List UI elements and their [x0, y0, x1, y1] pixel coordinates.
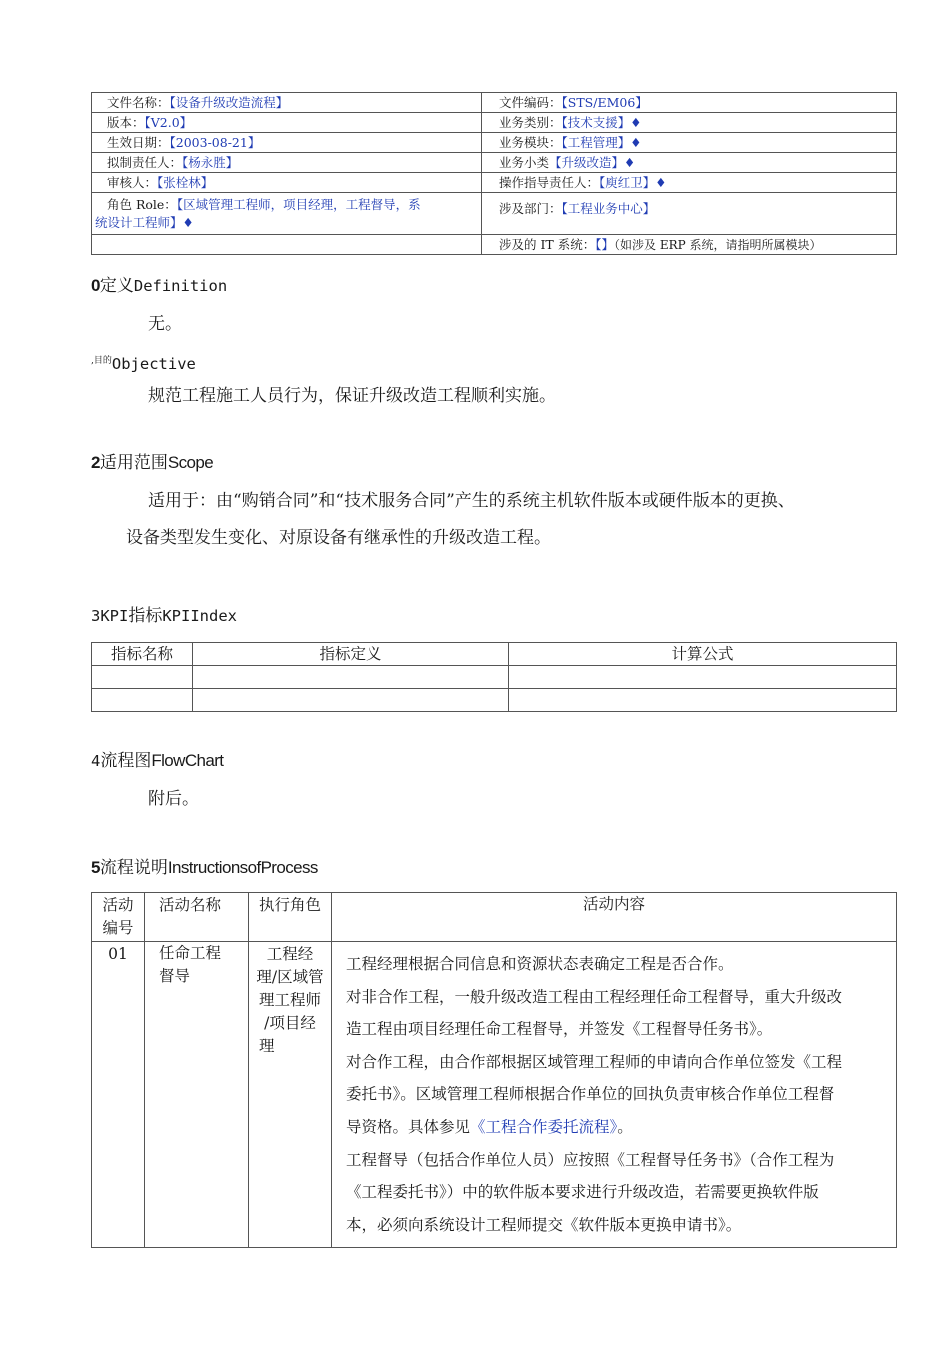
- business-category-label: 业务类别：: [499, 115, 562, 130]
- version-value: 【V2.0】: [144, 115, 193, 130]
- activity-role: 工程经 理/区域管 理工程师 /项目经 理: [249, 942, 332, 1248]
- section-1-body: 规范工程施工人员行为，保证升级改造工程顺利实施。: [148, 386, 556, 406]
- author-label: 拟制责任人：: [107, 155, 183, 170]
- info-row: [92, 113, 897, 133]
- business-subclass-label: 业务小类: [499, 155, 550, 170]
- info-row: [92, 235, 897, 255]
- kpi-header-formula: 计算公式: [509, 643, 897, 666]
- kpi-header-definition: 指标定义: [193, 643, 509, 666]
- operation-guide-owner-label: 操作指导责任人：: [499, 175, 600, 190]
- kpi-row: [92, 666, 897, 689]
- section-2-body-line2: 设备类型发生变化、对原设备有继承性的升级改造工程。: [126, 528, 551, 548]
- process-header-name: 活动名称: [145, 893, 249, 942]
- info-row: [92, 153, 897, 173]
- file-name-label: 文件名称：: [107, 95, 170, 110]
- section-0-heading: 0定义Definition: [91, 276, 228, 296]
- document-info-table: [91, 92, 897, 255]
- business-category-value: 【技术支援】♦: [561, 115, 642, 130]
- info-row: [92, 133, 897, 153]
- it-system-note: （如涉及 ERP 系统，请指明所属模块）: [614, 238, 822, 252]
- reviewer-label: 审核人：: [107, 175, 158, 190]
- section-2-body-line1: 适用于：由“购销合同”和“技术服务合同”产生的系统主机软件版本或硬件版本的更换、: [148, 491, 795, 511]
- process-header-content: 活动内容: [332, 893, 897, 942]
- role-label: 角色 Role：: [107, 197, 177, 212]
- activity-content: 工程经理根据合同信息和资源状态表确定工程是否合作。 对非合作工程，一般升级改造工程由工程经理任命工程督导，重大升级改 造工程由项目经理任命工程督导，并签发《工程督导任务书》。 对合作工程，由合作部根据区域管理工程师的申请向合作单位签发《工程 委托书》。区域管理工程师根据合作单位的回执负责审核合作单位工程督 导资格。具体参见《工程合作委托流程》。 工程督导（包括合作单位人员）应按照《工程督导任务书》（合作工程为 《工程委托书》）中的软件版本要求进行升级改造，若需要更换软件版 本，必须向系统设计工程师提交《软件版本更换申请书》。: [332, 942, 897, 1248]
- process-table: [91, 892, 897, 1248]
- file-code-label: 文件编码：: [499, 95, 562, 110]
- process-link[interactable]: 《工程合作委托流程》: [470, 1117, 618, 1136]
- section-0-body: 无。: [148, 314, 182, 334]
- info-row: [92, 173, 897, 193]
- process-header-role: 执行角色: [249, 893, 332, 942]
- section-4-heading: 4流程图FlowChart: [91, 751, 224, 771]
- business-module-label: 业务模块：: [499, 135, 562, 150]
- section-2-heading: 2适用范围Scope: [91, 453, 214, 473]
- effective-date-label: 生效日期：: [107, 135, 170, 150]
- section-3-heading: 3KPI指标KPIIndex: [91, 606, 237, 626]
- reviewer-value: 【张栓林】: [157, 175, 214, 190]
- it-system-value: 【】: [595, 237, 614, 252]
- info-row: [92, 93, 897, 113]
- author-value: 【杨永胜】: [182, 155, 239, 170]
- it-system-label: 涉及的 IT 系统：: [499, 237, 596, 252]
- department-value: 【工程业务中心】: [561, 201, 656, 216]
- process-row: [92, 942, 897, 1248]
- section-4-body: 附后。: [148, 789, 199, 809]
- process-header-row: [92, 893, 897, 942]
- department-label: 涉及部门：: [499, 201, 562, 216]
- activity-id: 01: [92, 942, 145, 1248]
- business-subclass-value: 【升级改造】♦: [549, 155, 636, 170]
- operation-guide-owner-value: 【庾红卫】♦: [599, 175, 667, 190]
- kpi-header-row: [92, 643, 897, 666]
- kpi-row: [92, 689, 897, 712]
- version-label: 版本：: [107, 115, 145, 130]
- activity-name: 任命工程 督导: [145, 942, 249, 1248]
- section-1-heading: $^{‚目的}$Objective: [91, 355, 196, 373]
- role-value-continued: 统设计工程师】♦: [95, 215, 194, 230]
- kpi-header-name: 指标名称: [92, 643, 193, 666]
- business-module-value: 【工程管理】♦: [561, 135, 642, 150]
- file-name-value: 【设备升级改造流程】: [169, 95, 289, 110]
- role-value: 【区域管理工程师，项目经理，工程督导，系: [176, 197, 421, 212]
- kpi-table: [91, 642, 897, 712]
- info-row: [92, 193, 897, 235]
- file-code-value: 【STS/EM06】: [561, 95, 648, 110]
- effective-date-value: 【2003-08-21】: [169, 135, 261, 150]
- section-5-heading: 5流程说明InstructionsofProcess: [91, 858, 318, 878]
- process-header-id: 活动 编号: [92, 893, 145, 942]
